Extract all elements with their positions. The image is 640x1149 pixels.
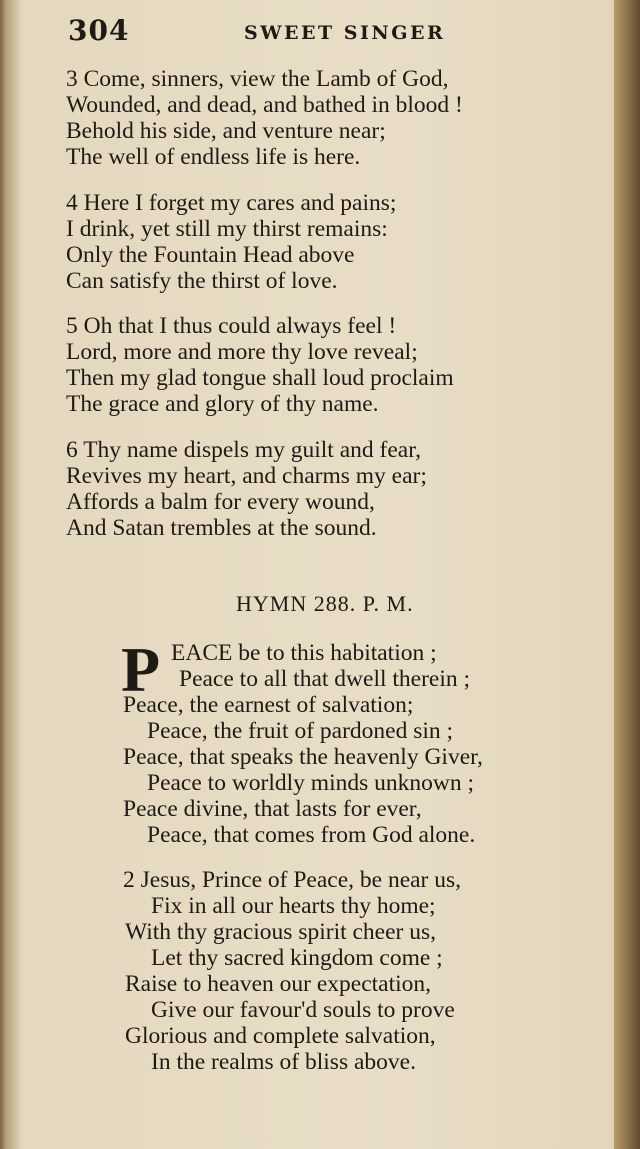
verse-line: With thy gracious spirit cheer us, xyxy=(125,919,437,945)
verse-line: Peace, the fruit of pardoned sin ; xyxy=(147,718,454,744)
verse-line: Glorious and complete salvation, xyxy=(125,1023,436,1049)
verse-line: 6 Thy name dispels my guilt and fear, xyxy=(66,437,421,463)
page-header xyxy=(68,14,588,54)
verse-line: Then my glad tongue shall loud proclaim xyxy=(66,365,454,391)
verse-line: Raise to heaven our expectation, xyxy=(125,971,432,997)
verse-line: Can satisfy the thirst of love. xyxy=(66,268,338,294)
verse-line: Fix in all our hearts thy home; xyxy=(151,893,436,919)
verse-line: 2 Jesus, Prince of Peace, be near us, xyxy=(123,867,462,893)
verse-line: Only the Fountain Head above xyxy=(66,242,355,268)
verse-line: Peace divine, that lasts for ever, xyxy=(123,796,422,822)
book-spine-edge xyxy=(614,0,640,1149)
verse-line: Peace to all that dwell therein ; xyxy=(179,666,471,692)
verse-line: I drink, yet still my thirst remains: xyxy=(66,216,388,242)
verse-line: Give our favour'd souls to prove xyxy=(151,997,455,1023)
verse-line: 4 Here I forget my cares and pains; xyxy=(66,190,397,216)
verse-line: And Satan trembles at the sound. xyxy=(66,515,377,541)
verse-line: Peace, that speaks the heavenly Giver, xyxy=(123,744,483,770)
verse-line: In the realms of bliss above. xyxy=(151,1049,416,1075)
verse-line: Peace, that comes from God alone. xyxy=(147,822,476,848)
verse-line: EACE be to this habitation ; xyxy=(171,640,437,666)
verse-line: 5 Oh that I thus could always feel ! xyxy=(66,313,397,339)
verse-line: 3 Come, sinners, view the Lamb of God, xyxy=(66,66,449,92)
hymn-title: HYMN 288. P. M. xyxy=(236,591,414,616)
verse-line: Wounded, and dead, and bathed in blood ! xyxy=(66,92,463,118)
verse-line: Lord, more and more thy love reveal; xyxy=(66,339,418,365)
verse-line: Peace to worldly minds unknown ; xyxy=(147,770,475,796)
verse-line: Let thy sacred kingdom come ; xyxy=(151,945,443,971)
verse-line: Behold his side, and venture near; xyxy=(66,118,386,144)
verse-line: The grace and glory of thy name. xyxy=(66,391,379,417)
verse-line: The well of endless life is here. xyxy=(66,144,361,170)
running-head: SWEET SINGER xyxy=(244,22,446,44)
verse-line: Revives my heart, and charms my ear; xyxy=(66,463,427,489)
verse-line: Affords a balm for every wound, xyxy=(66,489,375,515)
drop-cap: P xyxy=(121,634,161,705)
page-number: 304 xyxy=(68,14,130,47)
verse-line: Peace, the earnest of salvation; xyxy=(123,692,414,718)
